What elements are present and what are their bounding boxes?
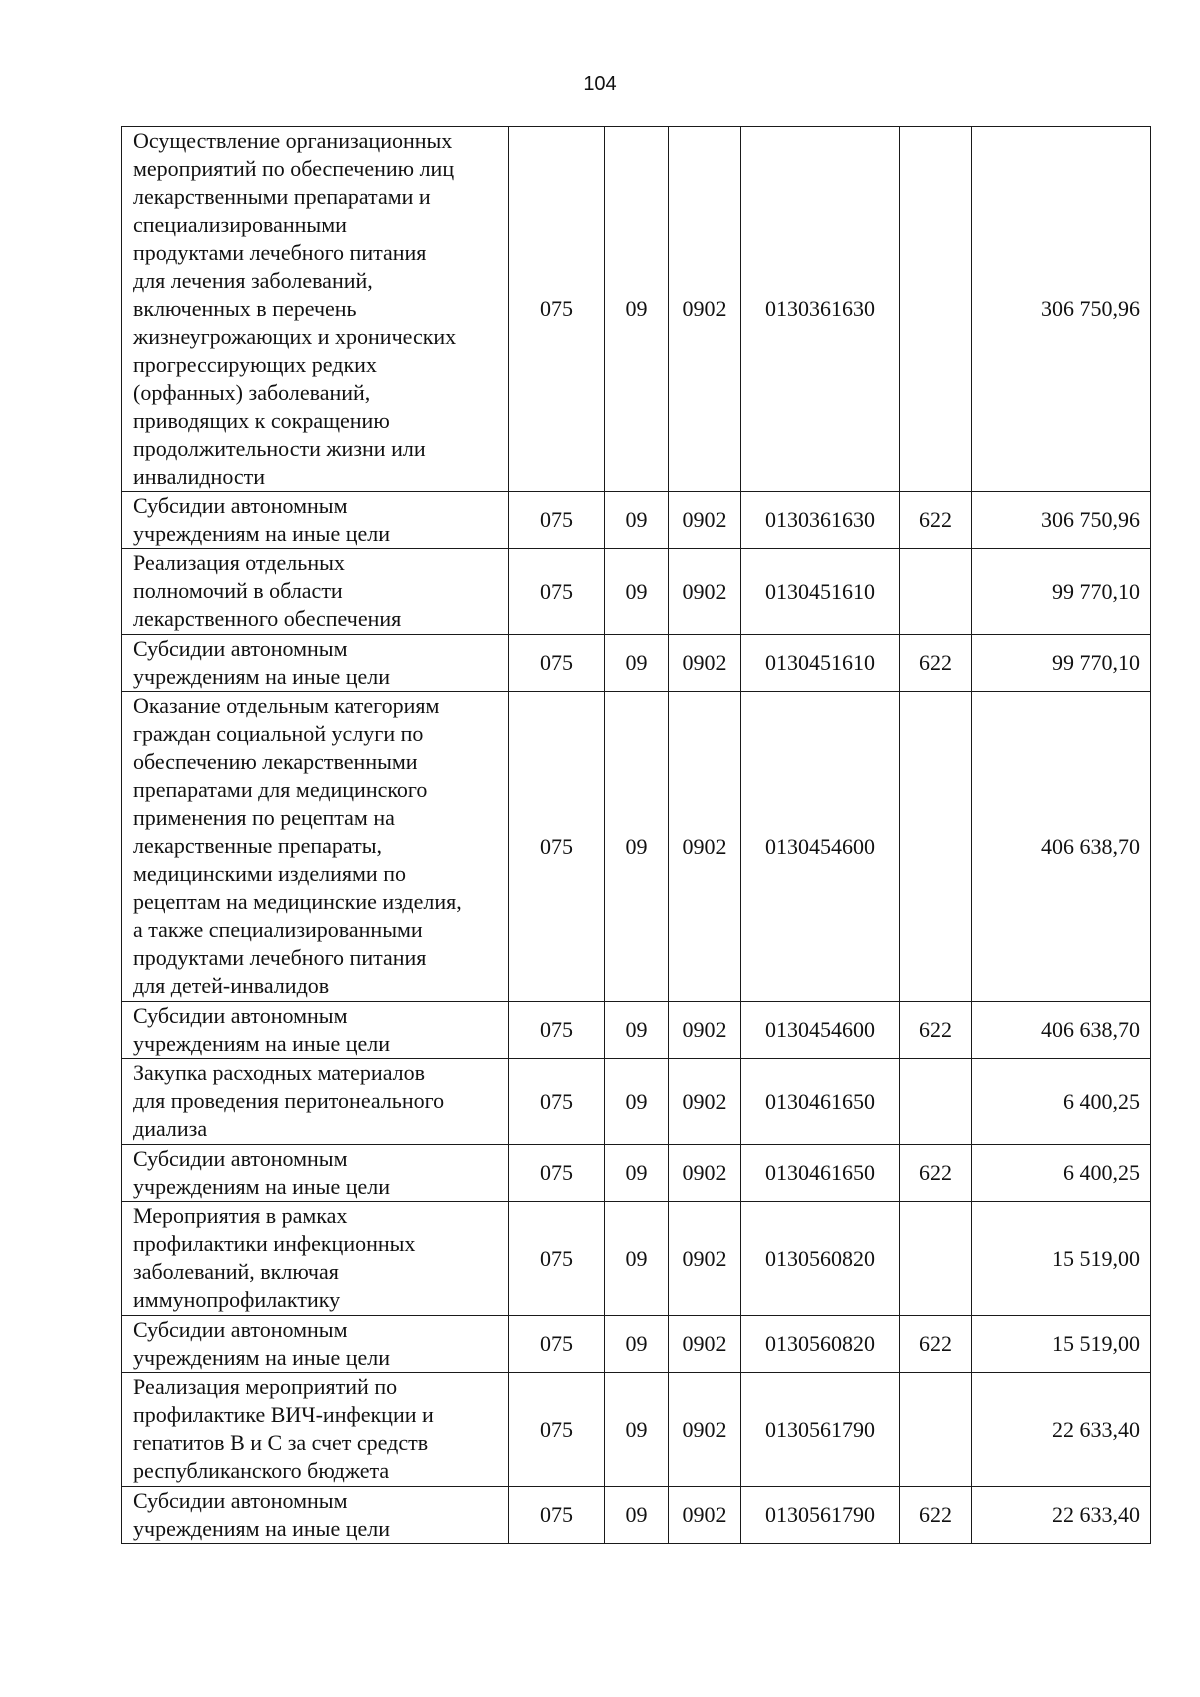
amount-cell: 306 750,96 <box>972 127 1151 492</box>
expense-type-cell <box>900 127 972 492</box>
amount-cell: 99 770,10 <box>972 549 1151 635</box>
expense-type-cell: 622 <box>900 1002 972 1059</box>
ministry-code-cell: 075 <box>509 127 605 492</box>
ministry-code-cell: 075 <box>509 549 605 635</box>
table-row <box>122 549 1151 635</box>
amount-cell: 99 770,10 <box>972 635 1151 692</box>
table-row <box>122 1002 1151 1059</box>
table-row <box>122 635 1151 692</box>
table-row <box>122 1316 1151 1373</box>
target-article-cell: 0130361630 <box>741 127 900 492</box>
ministry-code-cell: 075 <box>509 1059 605 1145</box>
ministry-code-cell: 075 <box>509 635 605 692</box>
budget-table-body <box>122 127 1151 1544</box>
target-article-cell: 0130451610 <box>741 549 900 635</box>
ministry-code-cell: 075 <box>509 1145 605 1202</box>
subsection-code-cell: 0902 <box>669 1002 741 1059</box>
target-article-cell: 0130361630 <box>741 492 900 549</box>
section-code-cell: 09 <box>605 692 669 1002</box>
ministry-code-cell: 075 <box>509 1002 605 1059</box>
expense-type-cell: 622 <box>900 1487 972 1544</box>
expense-name-cell: Мероприятия в рамках профилактики инфекционных заболеваний, включая иммунопрофилактику <box>122 1202 509 1316</box>
section-code-cell: 09 <box>605 549 669 635</box>
ministry-code-cell: 075 <box>509 1487 605 1544</box>
subsection-code-cell: 0902 <box>669 692 741 1002</box>
expense-name-cell: Реализация отдельных полномочий в области лекарственного обеспечения <box>122 549 509 635</box>
section-code-cell: 09 <box>605 492 669 549</box>
section-code-cell: 09 <box>605 1059 669 1145</box>
expense-name-cell: Субсидии автономным учреждениям на иные цели <box>122 492 509 549</box>
amount-cell: 15 519,00 <box>972 1316 1151 1373</box>
target-article-cell: 0130451610 <box>741 635 900 692</box>
table-row <box>122 492 1151 549</box>
section-code-cell: 09 <box>605 1316 669 1373</box>
section-code-cell: 09 <box>605 1373 669 1487</box>
target-article-cell: 0130560820 <box>741 1202 900 1316</box>
ministry-code-cell: 075 <box>509 492 605 549</box>
expense-name-cell: Субсидии автономным учреждениям на иные цели <box>122 1316 509 1373</box>
expense-name-cell: Оказание отдельным категориям граждан социальной услуги по обеспечению лекарственными препаратами для медицинского применения по рецептам на лекарственные препараты, медицинскими изделиями по рецептам на медицинские изделия, а также специализированными продуктами лечебного питания для детей-инвалидов <box>122 692 509 1002</box>
target-article-cell: 0130454600 <box>741 1002 900 1059</box>
table-row <box>122 692 1151 1002</box>
page-number: 104 <box>583 73 617 95</box>
amount-cell: 406 638,70 <box>972 692 1151 1002</box>
amount-cell: 6 400,25 <box>972 1059 1151 1145</box>
expense-name-cell: Субсидии автономным учреждениям на иные цели <box>122 1145 509 1202</box>
table-row <box>122 127 1151 492</box>
expense-name-cell: Осуществление организационных мероприятий по обеспечению лиц лекарственными препаратами и специализированными продуктами лечебного питания для лечения заболеваний, включенных в перечень жизнеугрожающих и хронических прогрессирующих редких (орфанных) заболеваний, приводящих к сокращению продолжительности жизни или инвалидности <box>122 127 509 492</box>
subsection-code-cell: 0902 <box>669 1145 741 1202</box>
target-article-cell: 0130461650 <box>741 1059 900 1145</box>
expense-type-cell: 622 <box>900 1316 972 1373</box>
target-article-cell: 0130461650 <box>741 1145 900 1202</box>
amount-cell: 15 519,00 <box>972 1202 1151 1316</box>
expense-name-cell: Закупка расходных материалов для проведения перитонеального диализа <box>122 1059 509 1145</box>
subsection-code-cell: 0902 <box>669 1487 741 1544</box>
expense-name-cell: Субсидии автономным учреждениям на иные цели <box>122 1487 509 1544</box>
subsection-code-cell: 0902 <box>669 549 741 635</box>
section-code-cell: 09 <box>605 1202 669 1316</box>
expense-type-cell <box>900 549 972 635</box>
expense-name-cell: Субсидии автономным учреждениям на иные цели <box>122 635 509 692</box>
expense-type-cell <box>900 1059 972 1145</box>
table-row <box>122 1059 1151 1145</box>
expense-type-cell: 622 <box>900 635 972 692</box>
section-code-cell: 09 <box>605 127 669 492</box>
subsection-code-cell: 0902 <box>669 1202 741 1316</box>
expense-type-cell <box>900 1202 972 1316</box>
table-row <box>122 1202 1151 1316</box>
ministry-code-cell: 075 <box>509 1202 605 1316</box>
ministry-code-cell: 075 <box>509 1316 605 1373</box>
subsection-code-cell: 0902 <box>669 635 741 692</box>
subsection-code-cell: 0902 <box>669 1373 741 1487</box>
expense-type-cell: 622 <box>900 492 972 549</box>
target-article-cell: 0130561790 <box>741 1487 900 1544</box>
amount-cell: 306 750,96 <box>972 492 1151 549</box>
amount-cell: 22 633,40 <box>972 1487 1151 1544</box>
ministry-code-cell: 075 <box>509 692 605 1002</box>
target-article-cell: 0130454600 <box>741 692 900 1002</box>
subsection-code-cell: 0902 <box>669 492 741 549</box>
section-code-cell: 09 <box>605 635 669 692</box>
table-row <box>122 1487 1151 1544</box>
expense-name-cell: Субсидии автономным учреждениям на иные цели <box>122 1002 509 1059</box>
table-row <box>122 1145 1151 1202</box>
subsection-code-cell: 0902 <box>669 1059 741 1145</box>
section-code-cell: 09 <box>605 1145 669 1202</box>
target-article-cell: 0130561790 <box>741 1373 900 1487</box>
expense-type-cell <box>900 1373 972 1487</box>
subsection-code-cell: 0902 <box>669 127 741 492</box>
amount-cell: 6 400,25 <box>972 1145 1151 1202</box>
expense-type-cell: 622 <box>900 1145 972 1202</box>
table-row <box>122 1373 1151 1487</box>
amount-cell: 406 638,70 <box>972 1002 1151 1059</box>
subsection-code-cell: 0902 <box>669 1316 741 1373</box>
target-article-cell: 0130560820 <box>741 1316 900 1373</box>
amount-cell: 22 633,40 <box>972 1373 1151 1487</box>
section-code-cell: 09 <box>605 1487 669 1544</box>
expense-type-cell <box>900 692 972 1002</box>
section-code-cell: 09 <box>605 1002 669 1059</box>
expense-name-cell: Реализация мероприятий по профилактике ВИЧ-инфекции и гепатитов В и С за счет средств республиканского бюджета <box>122 1373 509 1487</box>
budget-table <box>121 126 1151 1544</box>
ministry-code-cell: 075 <box>509 1373 605 1487</box>
